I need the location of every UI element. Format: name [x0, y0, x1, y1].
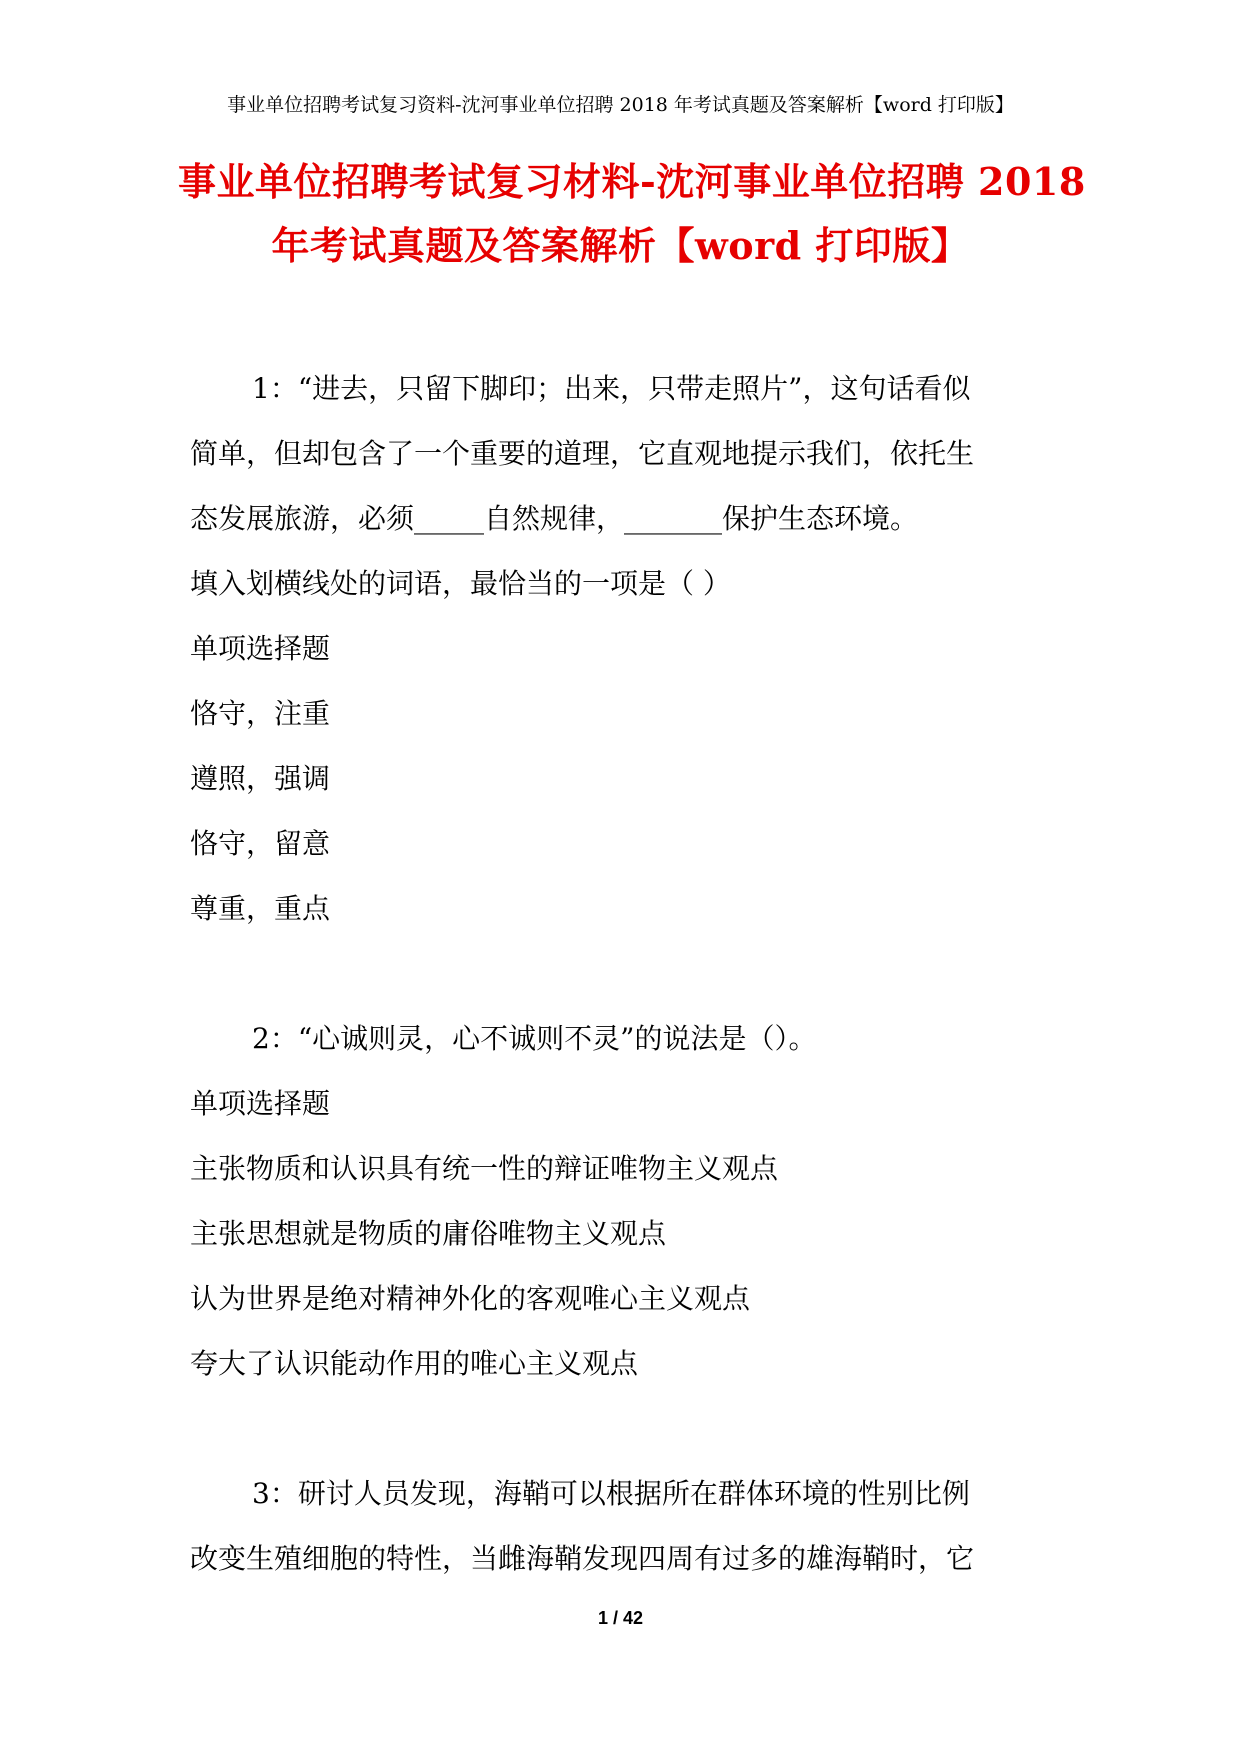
question-1 — [190, 356, 1060, 941]
document-title-line-2: 年考试真题及答案解析【word 打印版】 — [271, 223, 970, 268]
question-1-text-line-1: 1：“进去，只留下脚印；出来，只带走照片”，这句话看似 — [252, 372, 971, 405]
question-1-option-1: 恪守，注重 — [190, 697, 331, 730]
question-3-text-line-2: 改变生殖细胞的特性，当雌海鞘发现四周有过多的雄海鞘时，它 — [190, 1542, 975, 1575]
question-1-text-line-4: 填入划横线处的词语，最恰当的一项是（ ） — [190, 567, 731, 600]
question-2 — [190, 1006, 1060, 1396]
question-1-text-line-3: 态发展旅游，必须_____自然规律，_______保护生态环境。 — [190, 502, 919, 535]
question-2-text-line-1: 2：“心诚则灵，心不诚则不灵”的说法是（）。 — [252, 1022, 817, 1055]
question-2-type: 单项选择题 — [190, 1087, 331, 1120]
running-header: 事业单位招聘考试复习资料-沈河事业单位招聘 2018 年考试真题及答案解析【word 打印版】 — [227, 94, 1014, 116]
question-2-option-2: 主张思想就是物质的庸俗唯物主义观点 — [190, 1217, 667, 1250]
question-1-type: 单项选择题 — [190, 632, 331, 665]
question-1-option-3: 恪守，留意 — [190, 827, 331, 860]
question-2-option-1: 主张物质和认识具有统一性的辩证唯物主义观点 — [190, 1152, 779, 1185]
question-1-text-line-2: 简单，但却包含了一个重要的道理，它直观地提示我们，依托生 — [190, 437, 975, 470]
question-2-option-4: 夸大了认识能动作用的唯心主义观点 — [190, 1347, 639, 1380]
document-body — [190, 356, 1060, 1591]
document-title — [178, 150, 1086, 278]
question-3-text-line-1: 3：研讨人员发现，海鞘可以根据所在群体环境的性别比例 — [252, 1477, 970, 1510]
spacer — [190, 1396, 1060, 1461]
document-title-line-1: 事业单位招聘考试复习材料-沈河事业单位招聘 2018 — [178, 159, 1086, 204]
question-3 — [190, 1461, 1060, 1591]
spacer — [190, 941, 1060, 1006]
question-1-option-2: 遵照，强调 — [190, 762, 331, 795]
question-1-option-4: 尊重，重点 — [190, 892, 331, 925]
page-number: 1 / 42 — [597, 1608, 644, 1628]
question-2-option-3: 认为世界是绝对精神外化的客观唯心主义观点 — [190, 1282, 751, 1315]
